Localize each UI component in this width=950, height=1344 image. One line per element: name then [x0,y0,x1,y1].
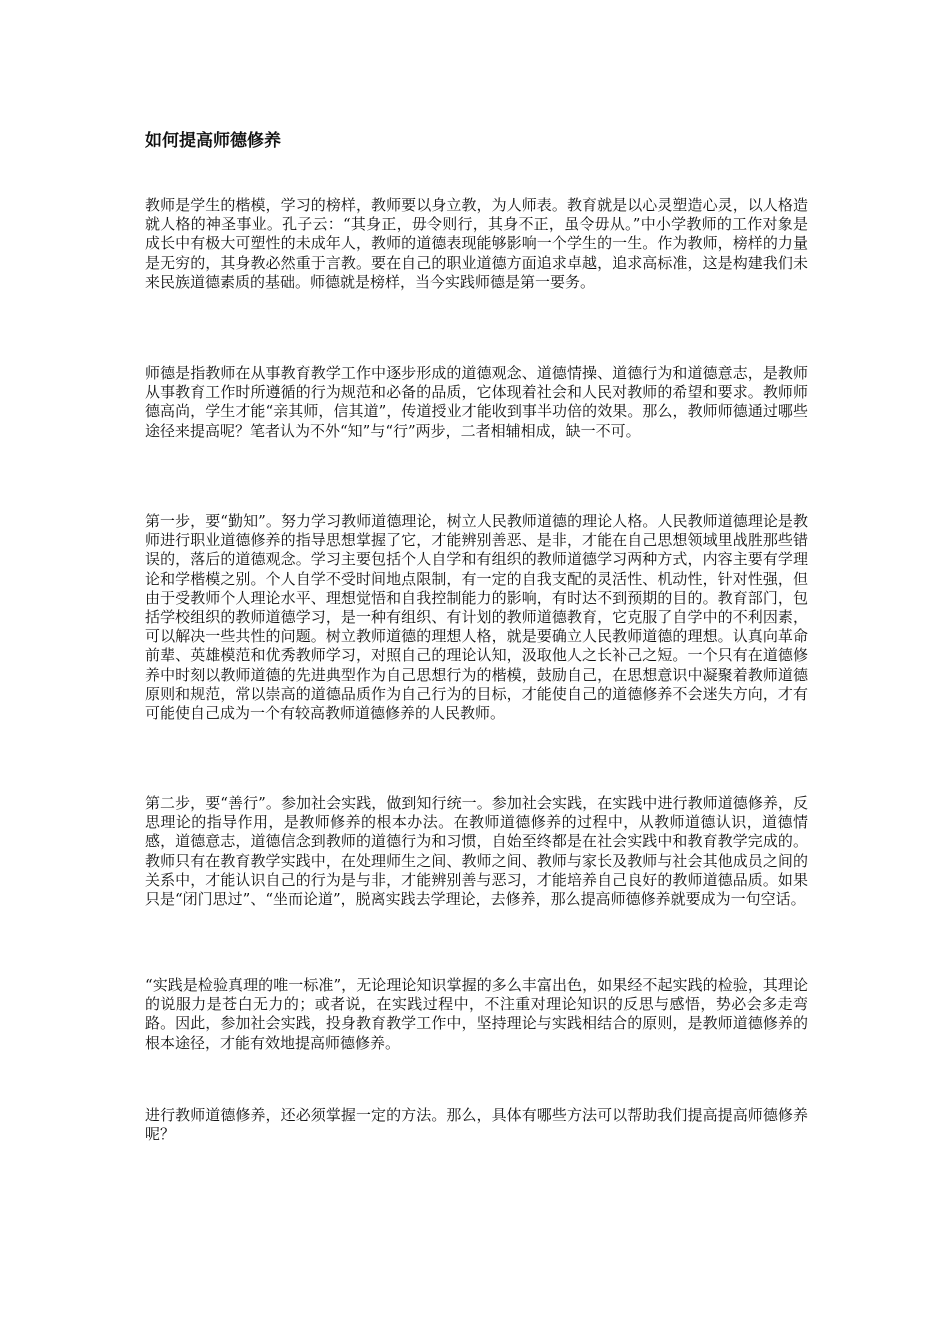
paragraph-step-one: 第一步，要“勤知”。努力学习教师道德理论，树立人民教师道德的理论人格。人民教师道德理论是教师进行职业道德修养的指导思想掌握了它，才能辨别善恶、是非，才能在自己思想领域里战胜那些错误的，落后的道德观念。学习主要包括个人自学和有组织的教师道德学习两种方式，内容主要有学理论和学楷模之别。个人自学不受时间地点限制，有一定的自我支配的灵活性、机动性，针对性强，但由于受教师个人理论水平、理想觉悟和自我控制能力的影响，有时达不到预期的目的。教育部门，包括学校组织的教师道德学习，是一种有组织、有计划的教师道德教育，它克服了自学中的不利因素，可以解决一些共性的问题。树立教师道德的理想人格，就是要确立人民教师道德的理想。认真向革命前辈、英雄模范和优秀教师学习，对照自己的理论认知，汲取他人之长补己之短。一个只有在道德修养中时刻以教师道德的先进典型作为自己思想行为的楷模，鼓励自己，在思想意识中凝聚着教师道德原则和规范，常以崇高的道德品质作为自己行为的目标，才能使自己的道德修养不会迷失方向，才有可能使自己成为一个有较高教师道德修养的人民教师。 [145,512,808,723]
paragraph-methods: 进行教师道德修养，还必须掌握一定的方法。那么，具体有哪些方法可以帮助我们提高提高师德修养呢？ [145,1106,808,1144]
document-title: 如何提高师德修养 [145,131,281,151]
paragraph-role-model: 教师是学生的楷模，学习的榜样，教师要以身立教，为人师表。教育就是以心灵塑造心灵，以人格造就人格的神圣事业。孔子云：“其身正，毋令则行，其身不正，虽令毋从。”中小学教师的工作对象是成长中有极大可塑性的未成年人，教师的道德表现能够影响一个学生的一生。作为教师，榜样的力量是无穷的，其身教必然重于言教。要在自己的职业道德方面追求卓越，追求高标准，这是构建我们未来民族道德素质的基础。师德就是榜样，当今实践师德是第一要务。 [145,196,808,291]
paragraph-practice: “实践是检验真理的唯一标准”，无论理论知识掌握的多么丰富出色，如果经不起实践的检验，其理论的说服力是苍白无力的；或者说，在实践过程中，不注重对理论知识的反思与感悟，势必会多走弯路。因此，参加社会实践，投身教育教学工作中，坚持理论与实践相结合的原则，是教师道德修养的根本途径，才能有效地提高师德修养。 [145,976,808,1052]
paragraph-step-two: 第二步，要“善行”。参加社会实践，做到知行统一。参加社会实践，在实践中进行教师道德修养，反思理论的指导作用，是教师修养的根本办法。在教师道德修养的过程中，从教师道德认识，道德情感，道德意志，道德信念到教师的道德行为和习惯，自始至终都是在社会实践中和教育教学完成的。教师只有在教育教学实践中，在处理师生之间、教师之间、教师与家长及教师与社会其他成员之间的关系中，才能认识自己的行为是与非，才能辨别善与恶习，才能培养自己良好的教师道德品质。如果只是“闭门思过”、“坐而论道”，脱离实践去学理论，去修养，那么提高师德修养就要成为一句空话。 [145,794,808,909]
paragraph-definition: 师德是指教师在从事教育教学工作中逐步形成的道德观念、道德情操、道德行为和道德意志，是教师从事教育工作时所遵循的行为规范和必备的品质，它体现着社会和人民对教师的希望和要求。教师师德高尚，学生才能“亲其师，信其道”，传道授业才能收到事半功倍的效果。那么，教师师德通过哪些途径来提高呢？笔者认为不外“知”与“行”两步，二者相辅相成，缺一不可。 [145,364,808,440]
